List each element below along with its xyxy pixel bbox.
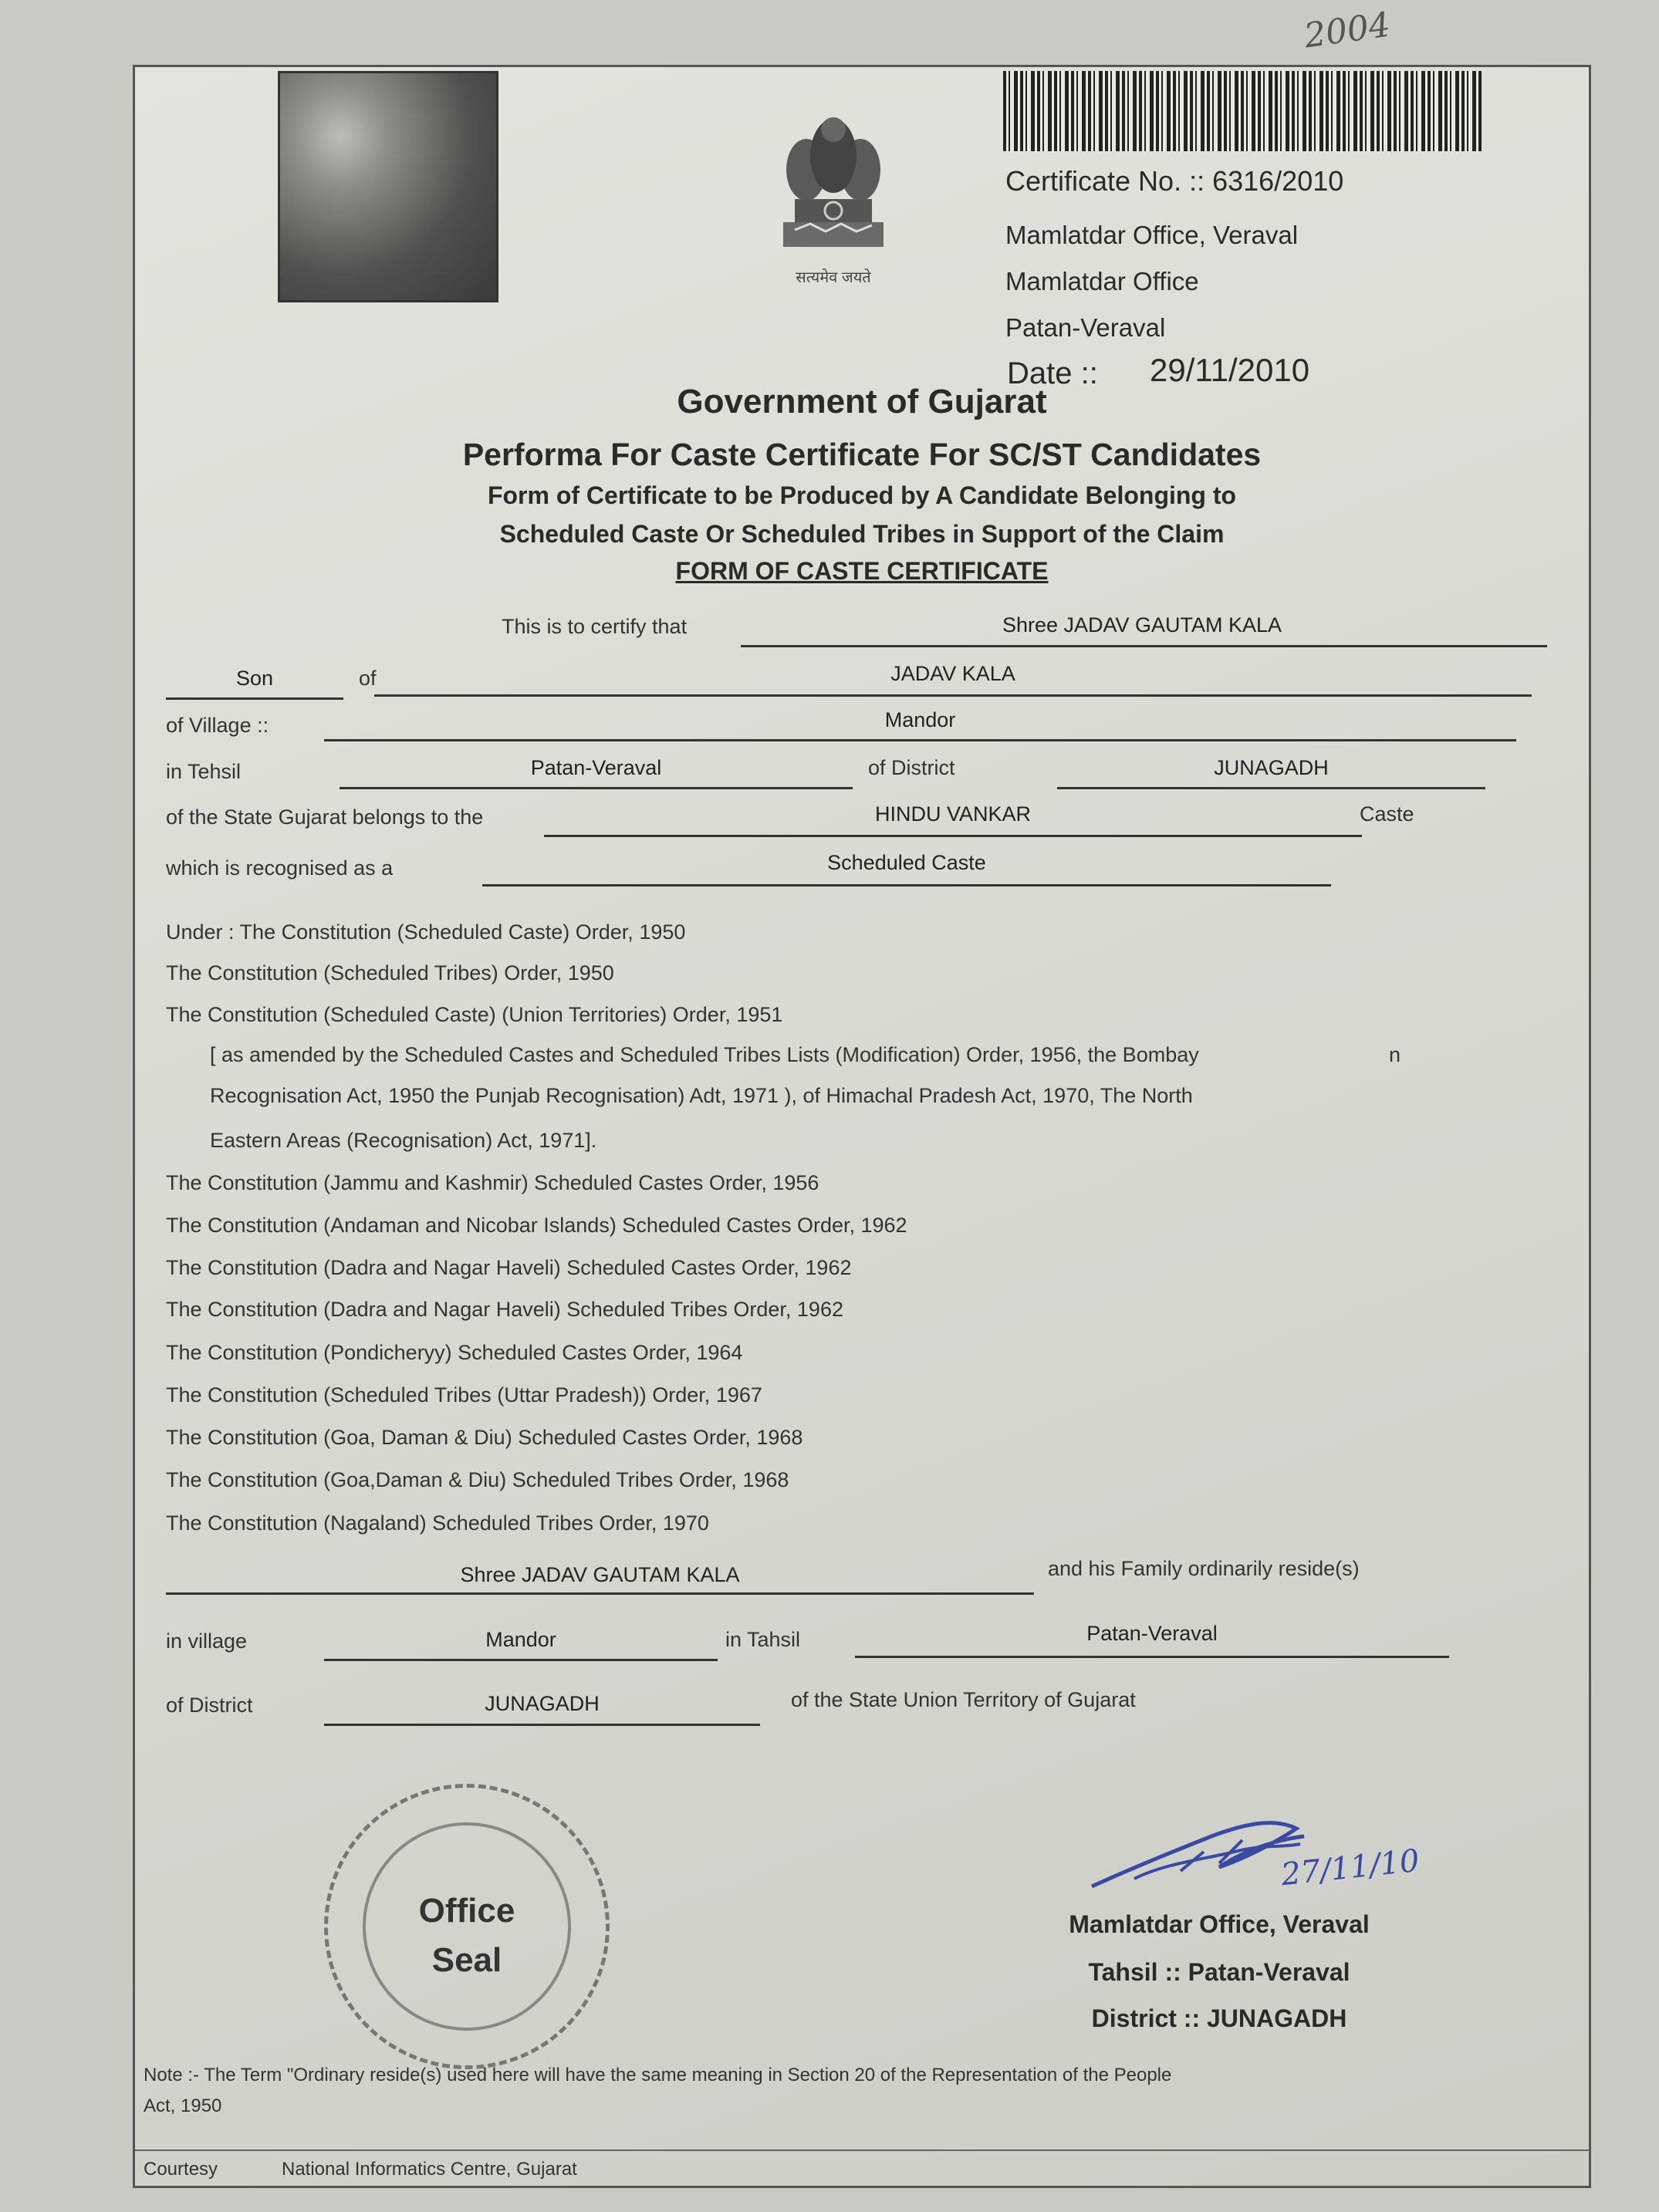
corner-mark: 2004	[1301, 5, 1393, 56]
order-line: The Constitution (Jammu and Kashmir) Scheduled Castes Order, 1956	[166, 1171, 819, 1194]
category: Scheduled Caste	[827, 851, 986, 874]
national-emblem-icon	[764, 108, 903, 293]
form-subtitle-1: Form of Certificate to be Produced by A Candidate Belonging to	[487, 481, 1237, 509]
order-margin-mark: n	[1389, 1043, 1401, 1066]
courtesy-value: National Informatics Centre, Gujarat	[282, 2159, 577, 2180]
office-line-2: Mamlatdar Office	[1005, 267, 1199, 295]
res-village-label: in village	[166, 1629, 248, 1653]
signature-date: 27/11/10	[1279, 1842, 1421, 1893]
note-line-2: Act, 1950	[144, 2095, 222, 2116]
res-state-label: of the State Union Territory of Gujarat	[791, 1688, 1136, 1711]
candidate-name: Shree JADAV GAUTAM KALA	[1002, 613, 1282, 637]
seal-text-1: Office	[418, 1892, 515, 1930]
order-line: Under : The Constitution (Scheduled Caste) Order, 1950	[166, 920, 686, 944]
order-line: [ as amended by the Scheduled Castes and Scheduled Tribes Lists (Modification) Order, 1956, the Bombay	[210, 1043, 1199, 1066]
district: JUNAGADH	[1214, 756, 1329, 779]
res-tehsil-line	[855, 1656, 1449, 1658]
govt-title: Government of Gujarat	[677, 383, 1047, 420]
district-line	[1057, 787, 1485, 789]
res-district: JUNAGADH	[485, 1692, 600, 1715]
barcode	[1003, 71, 1482, 151]
resident-name-line	[166, 1592, 1034, 1595]
res-village-line	[324, 1659, 718, 1661]
caste: HINDU VANKAR	[874, 802, 1032, 826]
res-district-label: of District	[166, 1694, 253, 1717]
candidate-photo	[278, 71, 498, 302]
res-village: Mandor	[485, 1628, 556, 1651]
office-line-1: Mamlatdar Office, Veraval	[1005, 221, 1299, 249]
order-line: The Constitution (Scheduled Tribes (Uttar Pradesh)) Order, 1967	[166, 1383, 762, 1407]
seal-text-2: Seal	[431, 1941, 502, 1979]
form-caption: FORM OF CASTE CERTIFICATE	[675, 557, 1049, 585]
village-label: of Village ::	[166, 714, 269, 737]
res-district-line	[324, 1724, 760, 1726]
order-line: The Constitution (Dadra and Nagar Haveli) Scheduled Tribes Order, 1962	[166, 1298, 843, 1321]
village-line	[324, 739, 1516, 741]
res-tehsil-label: in Tahsil	[725, 1628, 801, 1651]
order-line: The Constitution (Goa, Daman & Diu) Scheduled Castes Order, 1968	[166, 1426, 803, 1449]
tehsil-line	[340, 787, 853, 789]
district-label: of District	[868, 756, 955, 779]
of-label: of	[359, 667, 377, 690]
res-tehsil: Patan-Veraval	[1086, 1622, 1218, 1645]
signature-district: District :: JUNAGADH	[1091, 2004, 1347, 2032]
courtesy-label: Courtesy	[144, 2159, 218, 2180]
father-name-line	[374, 694, 1532, 697]
caste-label: Caste	[1360, 802, 1414, 826]
category-line	[482, 884, 1331, 886]
caste-line	[544, 835, 1362, 837]
relation: Son	[235, 667, 274, 690]
certificate-number: Certificate No. :: 6316/2010	[1005, 165, 1344, 197]
family-label: and his Family ordinarily reside(s)	[1048, 1557, 1360, 1580]
footer-divider	[135, 2150, 1590, 2151]
signature-tahsil: Tahsil :: Patan-Veraval	[1088, 1958, 1350, 1986]
note-line-1: Note :- The Term "Ordinary reside(s) used here will have the same meaning in Section 20 of the Representation of the People	[144, 2065, 1172, 2085]
order-line: The Constitution (Pondicheryy) Scheduled Castes Order, 1964	[166, 1341, 743, 1364]
order-line: The Constitution (Nagaland) Scheduled Tribes Order, 1970	[166, 1511, 709, 1535]
order-line: The Constitution (Scheduled Tribes) Order, 1950	[166, 961, 614, 984]
emblem-caption: सत्यमेव जयते	[796, 269, 871, 286]
performa-title: Performa For Caste Certificate For SC/ST Candidates	[462, 437, 1262, 472]
tehsil-label: in Tehsil	[166, 760, 242, 783]
state-label: of the State Gujarat belongs to the	[166, 805, 484, 829]
father-name: JADAV KALA	[890, 662, 1015, 685]
certify-label: This is to certify that	[502, 615, 688, 638]
order-line: The Constitution (Dadra and Nagar Haveli) Scheduled Castes Order, 1962	[166, 1256, 852, 1279]
resident-name: Shree JADAV GAUTAM KALA	[460, 1563, 740, 1586]
candidate-name-line	[741, 645, 1547, 647]
date-label: Date ::	[1007, 356, 1098, 390]
order-line: The Constitution (Goa,Daman & Diu) Scheduled Tribes Order, 1968	[166, 1468, 789, 1491]
order-line: Recognisation Act, 1950 the Punjab Recognisation) Adt, 1971 ), of Himachal Pradesh Act, 1970, The North	[210, 1084, 1193, 1107]
date-value: 29/11/2010	[1150, 352, 1310, 388]
tehsil: Patan-Veraval	[530, 756, 662, 779]
form-subtitle-2: Scheduled Caste Or Scheduled Tribes in Support of the Claim	[499, 520, 1225, 548]
relation-line	[166, 697, 343, 700]
order-line: Eastern Areas (Recognisation) Act, 1971].	[210, 1129, 597, 1152]
order-line: The Constitution (Scheduled Caste) (Union Territories) Order, 1951	[166, 1003, 783, 1026]
recognised-label: which is recognised as a	[166, 856, 394, 880]
signature-office: Mamlatdar Office, Veraval	[1069, 1910, 1370, 1938]
order-line: The Constitution (Andaman and Nicobar Islands) Scheduled Castes Order, 1962	[166, 1214, 907, 1237]
village: Mandor	[884, 708, 956, 731]
office-line-3: Patan-Veraval	[1005, 313, 1166, 342]
